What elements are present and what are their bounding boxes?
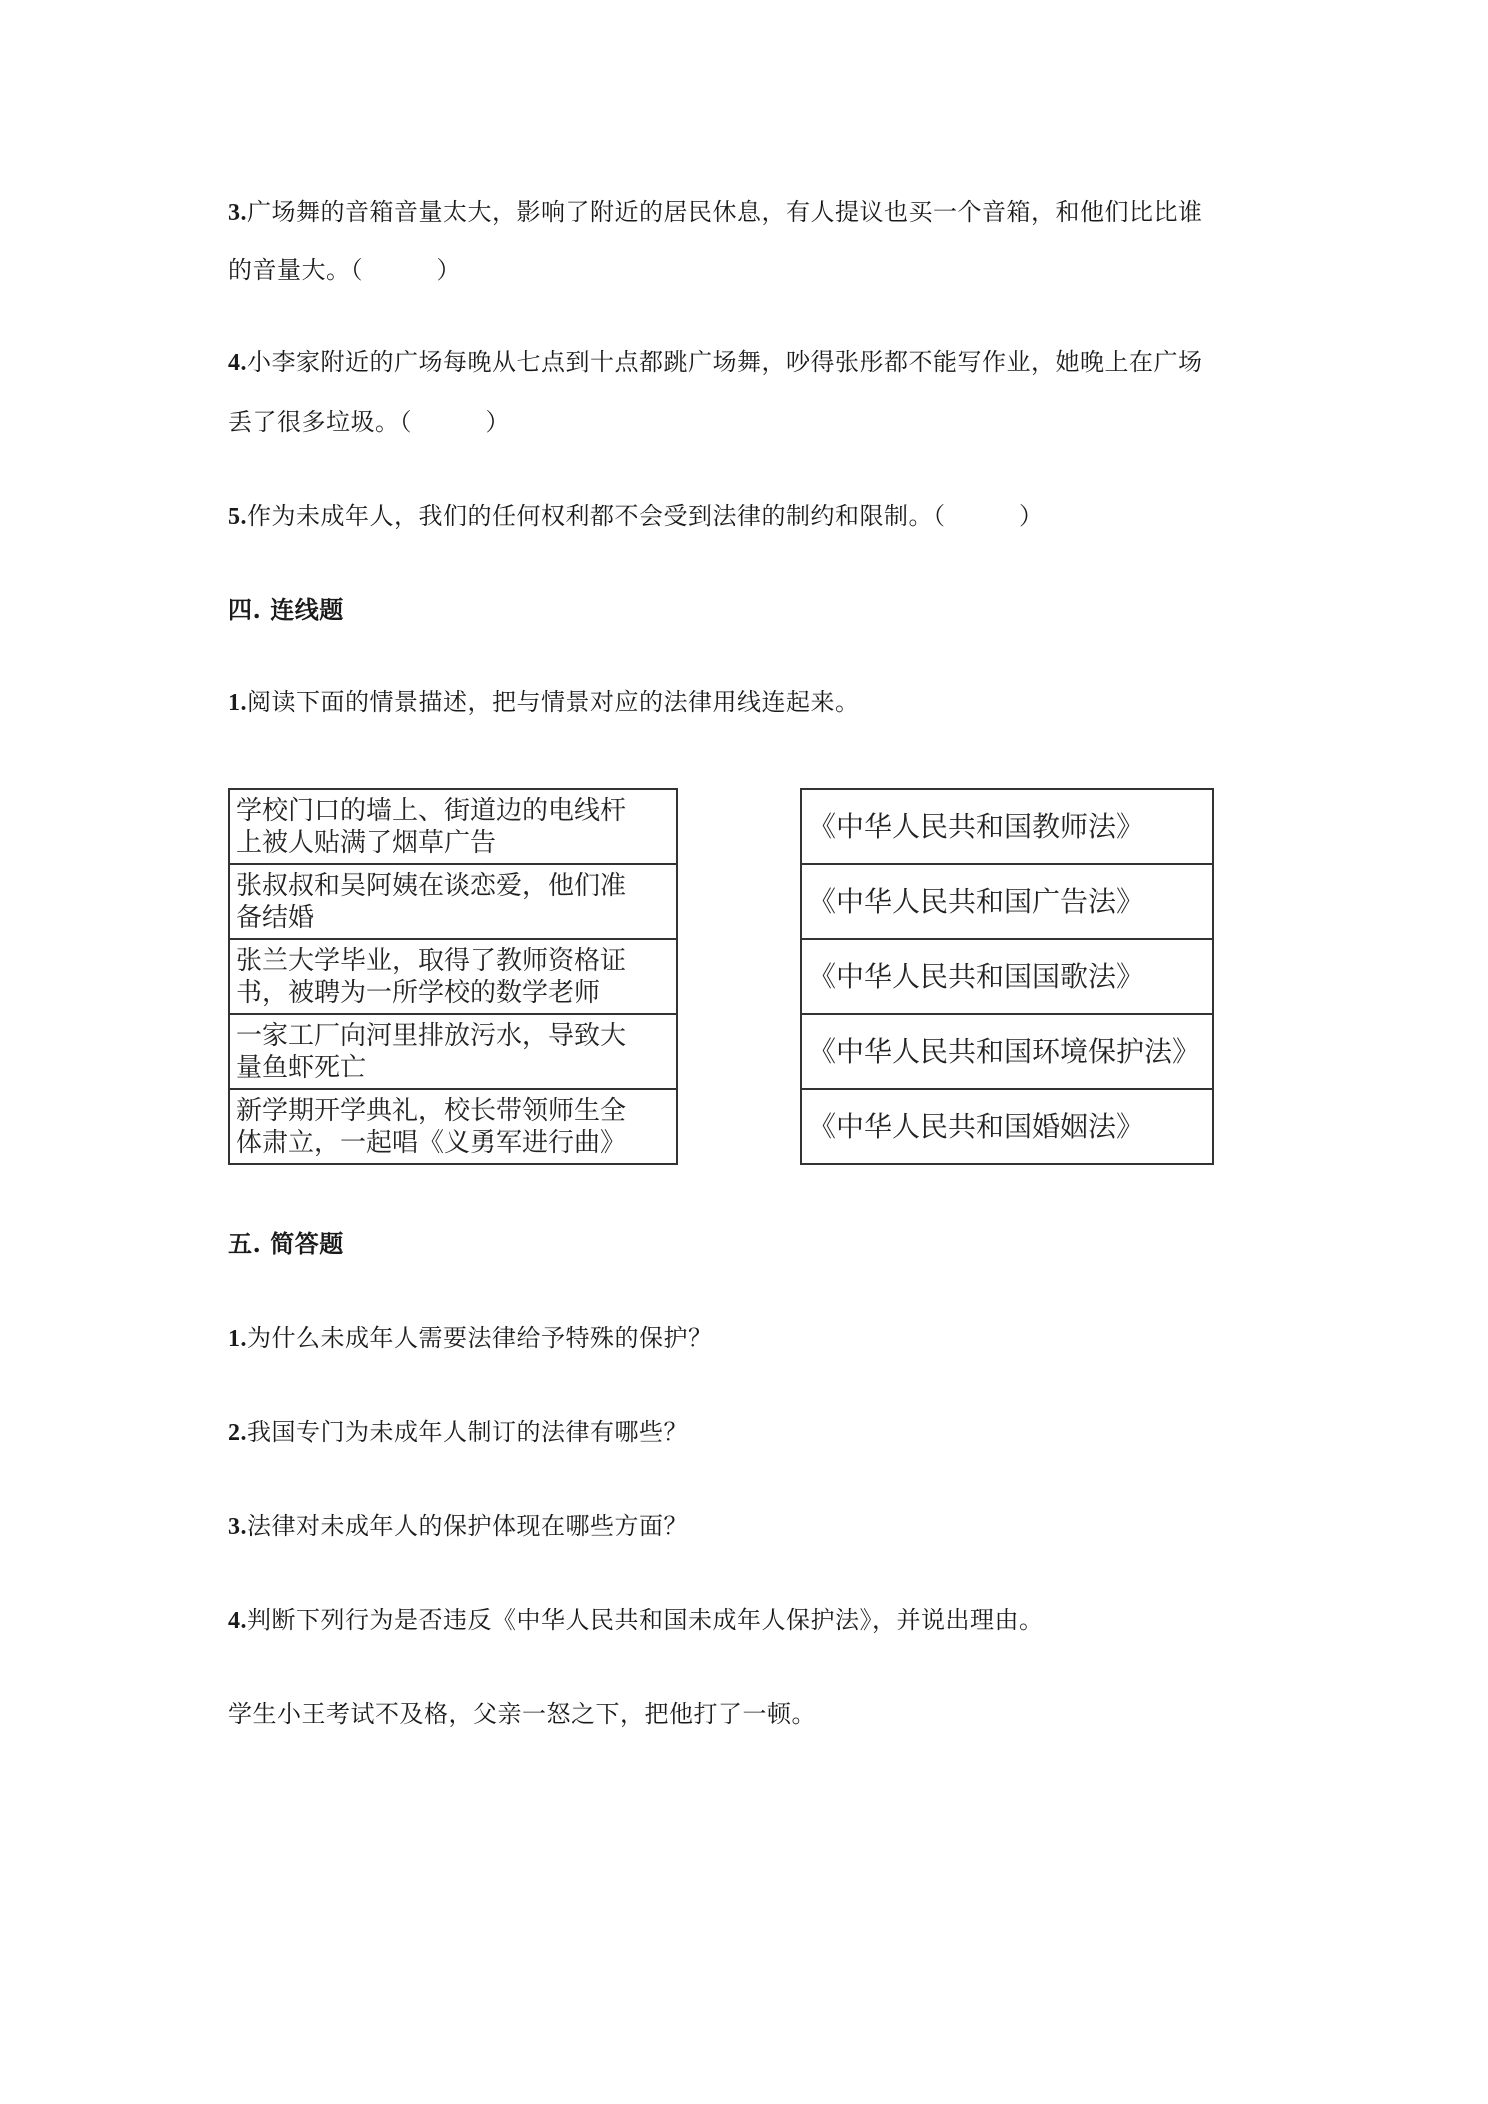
question-3-line-1 — [228, 196, 1203, 229]
question-text: 作为未成年人，我们的任何权利都不会受到法律的制约和限制。（ ） — [247, 502, 1044, 530]
scenario-line: 量鱼虾死亡 — [236, 1052, 367, 1083]
matching-question-1 — [228, 686, 860, 719]
question-text: 广场舞的音箱音量太大，影响了附近的居民休息，有人提议也买一个音箱，和他们比比谁 — [247, 198, 1203, 226]
question-number: 4. — [228, 1608, 247, 1634]
short-answer-question-1 — [228, 1322, 713, 1355]
law-cell: 《中华人民共和国广告法》 — [801, 864, 1213, 939]
scenario-line: 书，被聘为一所学校的数学老师 — [236, 977, 601, 1008]
scenario-line: 备结婚 — [236, 902, 315, 933]
short-answer-question-3 — [228, 1510, 688, 1543]
question-number: 3. — [228, 1514, 247, 1540]
table-row — [229, 864, 677, 939]
law-cell: 《中华人民共和国环境保护法》 — [801, 1014, 1213, 1089]
question-3-line-2: 的音量大。（ ） — [228, 256, 461, 284]
scenario-line: 学校门口的墙上、街道边的电线杆 — [236, 795, 627, 826]
scenario-line: 新学期开学典礼，校长带领师生全 — [236, 1095, 627, 1126]
scenario-line: 体肃立，一起唱《义勇军进行曲》 — [236, 1127, 627, 1158]
scenario-cell — [229, 789, 677, 864]
question-number: 2. — [228, 1420, 247, 1446]
question-text: 法律对未成年人的保护体现在哪些方面？ — [247, 1512, 688, 1540]
short-answer-question-4 — [228, 1604, 1044, 1637]
scenario-cell — [229, 1089, 677, 1164]
question-text: 为什么未成年人需要法律给予特殊的保护？ — [247, 1324, 713, 1352]
table-row — [801, 1014, 1213, 1089]
law-cell: 《中华人民共和国国歌法》 — [801, 939, 1213, 1014]
question-text: 判断下列行为是否违反《中华人民共和国未成年人保护法》，并说出理由。 — [247, 1606, 1044, 1634]
question-4-line-2: 丢了很多垃圾。（ ） — [228, 408, 510, 436]
scenario-line: 上被人贴满了烟草广告 — [236, 827, 497, 858]
question-text: 小李家附近的广场每晚从七点到十点都跳广场舞，吵得张彤都不能写作业，她晚上在广场 — [247, 348, 1203, 376]
table-row — [801, 864, 1213, 939]
section-heading-matching: 四. 连线题 — [228, 595, 344, 624]
short-answer-question-2 — [228, 1416, 688, 1449]
table-row — [229, 789, 677, 864]
table-row — [229, 939, 677, 1014]
law-table — [800, 788, 1214, 1165]
table-row — [801, 789, 1213, 864]
law-cell: 《中华人民共和国婚姻法》 — [801, 1089, 1213, 1164]
scenario-cell — [229, 939, 677, 1014]
scenario-line: 张叔叔和吴阿姨在谈恋爱，他们准 — [236, 870, 627, 901]
question-5 — [228, 500, 1044, 533]
scenario-cell — [229, 1014, 677, 1089]
question-number: 5. — [228, 504, 247, 530]
table-row — [801, 1089, 1213, 1164]
table-row — [801, 939, 1213, 1014]
scenario-cell — [229, 864, 677, 939]
question-4-line-1 — [228, 346, 1203, 379]
short-answer-scenario: 学生小王考试不及格，父亲一怒之下，把他打了一顿。 — [228, 1700, 816, 1728]
scenario-line: 一家工厂向河里排放污水，导致大 — [236, 1020, 627, 1051]
question-number: 4. — [228, 350, 247, 376]
scenario-table — [228, 788, 678, 1165]
question-text: 我国专门为未成年人制订的法律有哪些？ — [247, 1418, 688, 1446]
question-number: 1. — [228, 1326, 247, 1352]
question-number: 1. — [228, 690, 247, 716]
law-cell: 《中华人民共和国教师法》 — [801, 789, 1213, 864]
scenario-line: 张兰大学毕业，取得了教师资格证 — [236, 945, 627, 976]
question-text: 阅读下面的情景描述，把与情景对应的法律用线连起来。 — [247, 688, 860, 716]
question-number: 3. — [228, 200, 247, 226]
section-heading-short-answer: 五. 简答题 — [228, 1229, 344, 1258]
table-row — [229, 1014, 677, 1089]
table-row — [229, 1089, 677, 1164]
